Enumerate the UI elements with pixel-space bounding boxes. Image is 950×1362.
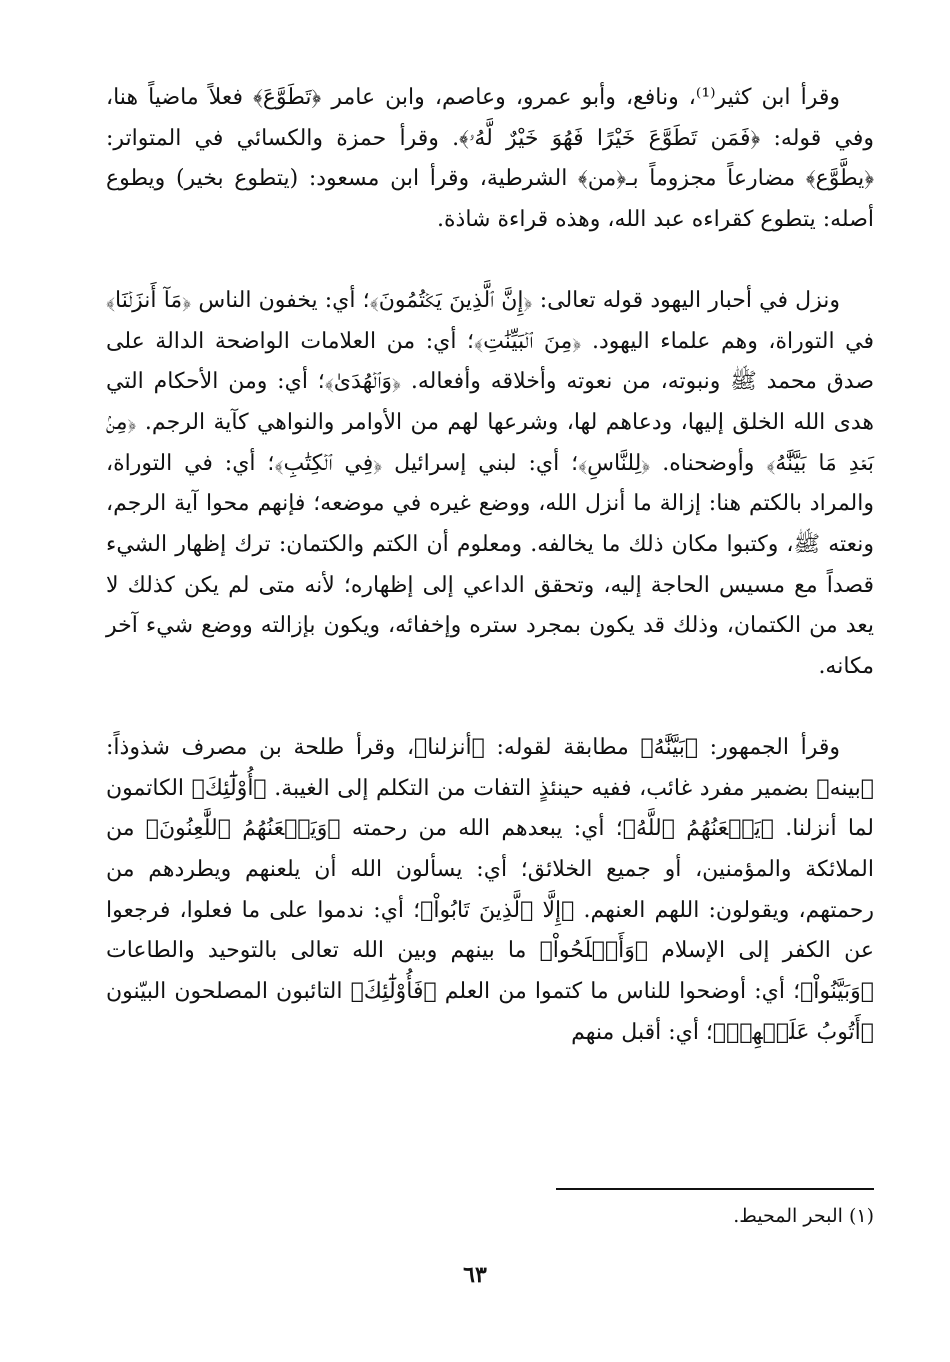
paragraph-concealment: ونزل في أحبار اليهود قوله تعالى: ﴿إِنَّ ٱلَّذِينَ يَكۡتُمُونَ﴾؛ أي: يخفون الناس ﴿مَآ أَنزَلۡنَا﴾ في التوراة، وهم علماء اليهود. ﴿مِنَ ٱلۡبَيِّنَٰتِ﴾؛ أي: من العلامات الواضحة الدالة على صدق محمد ﷺ ونبوته، من نعوته وأخلاقه وأفعاله. ﴿وَٱلۡهُدَىٰ﴾؛ أي: ومن الأحكام التي هدى الله الخلق إليها، ودعاهم لها، وشرعها لهم من الأوامر والنواهي كآية الرجم. ﴿مِنۢ بَعۡدِ مَا بَيَّنَّٰهُ﴾ وأوضحناه. ﴿لِلنَّاسِ﴾؛ أي: لبني إسرائيل ﴿فِي ٱلۡكِتَٰبِ﴾؛ أي: في التوراة، والمراد بالكتم هنا: إزالة ما أنزل الله، ووضع غيره في موضعه؛ فإنهم محوا آية الرجم، ونعته ﷺ، وكتبوا مكان ذلك ما يخالفه. ومعلوم أن الكتم والكتمان: ترك إظهار الشيء قصداً مع مسيس الحاجة إليه، وتحقق الداعي إلى إظهاره؛ لأنه متى لم يكن كذلك لا يعد من الكتمان، وذلك قد يكون بمجرد ستره وإخفائه، ويكون بإزالته ووضع شيء آخر مكانه. (106, 287, 874, 680)
page-number: ٦٣ (463, 1262, 487, 1288)
paragraph-readings: وقرأ ابن كثير⁽¹⁾، ونافع، وأبو عمرو، وعاصم، وابن عامر ﴿تَطَوَّعَ﴾ فعلاً ماضياً هنا، وفي قوله: ﴿فَمَن تَطَوَّعَ خَيْرًا فَهُوَ خَيْرٌ لَّهُۥ﴾. وقرأ حمزة والكسائي في المتواتر: ﴿يطَّوَّع﴾ مضارعاً مجزوماً بـ﴿من﴾ الشرطية، وقرأ ابن مسعود: (يتطوع بخير) ويطوع أصله: يتطوع كقراءه عبد الله، وهذه قراءة شاذة. (106, 85, 874, 233)
footnote-separator (556, 1188, 874, 1190)
footnote: (١) البحر المحيط. (733, 1205, 874, 1227)
paragraph-majority-reading: وقرأ الجمهور: ﴿بَيَّنَّٰهُ﴾ مطابقة لقوله: ﴿أنزلنا﴾، وقرأ طلحة بن مصرف شذوذاً: ﴿بينه﴾ بضمير مفرد غائب، ففيه حينئذٍ التفات من التكلم إلى الغيبة. ﴿أُوْلَٰٓئِكَ﴾ الكاتمون لما أنزلنا. ﴿يَلۡعَنُهُمُ ٱللَّهُ﴾؛ أي: يبعدهم الله من رحمته ﴿وَيَلۡعَنُهُمُ ٱللَّٰعِنُونَ﴾ من الملائكة والمؤمنين، أو جميع الخلائق؛ أي: يسألون الله أن يلعنهم ويطردهم من رحمتهم، ويقولون: اللهم العنهم. ﴿إِلَّا ٱلَّذِينَ تَابُواْ﴾؛ أي: ندموا على ما فعلوا، فرجعوا عن الكفر إلى الإسلام ﴿وَأَصۡلَحُواْ﴾ ما بينهم وبين الله تعالى بالتوحيد والطاعات ﴿وَبَيَّنُواْ﴾؛ أي: أوضحوا للناس ما كتموا من العلم ﴿فَأُوْلَٰٓئِكَ﴾ التائبون المصلحون البيّنون ﴿أَتُوبُ عَلَيۡهِمۡ﴾؛ أي: أقبل منهم (106, 734, 874, 1045)
body-text (106, 78, 874, 1053)
